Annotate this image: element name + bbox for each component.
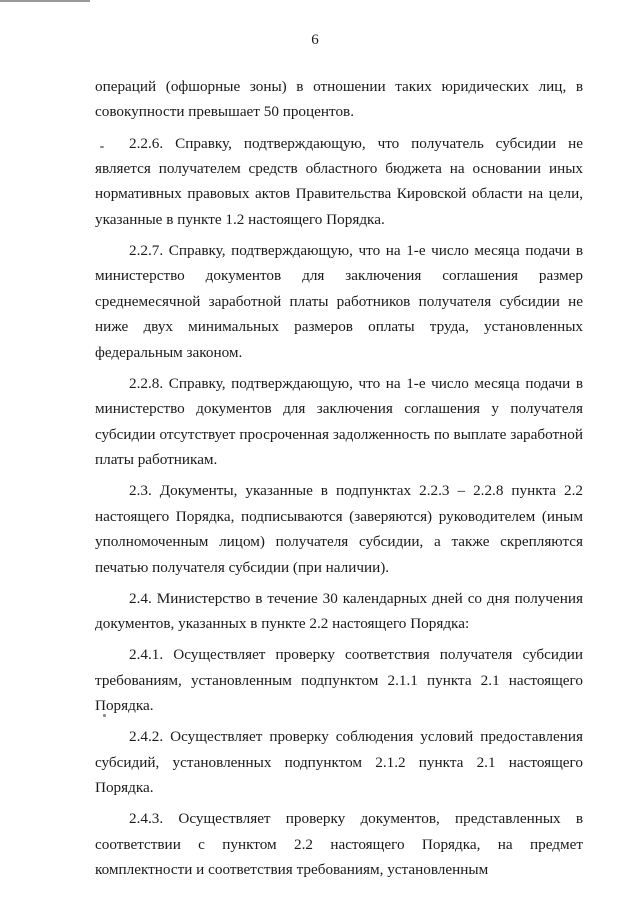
paragraph-2-3: 2.3. Документы, указанные в подпунктах 2.2.3 – 2.2.8 пункта 2.2 настоящего Порядка, подписываются (заверяются) руководителем (иным уполномоченным лицом) получателя субсидии, а также скрепляются печатью получателя субсидии (при наличии). (95, 482, 583, 576)
paragraph-2-4-2: 2.4.2. Осуществляет проверку соблюдения условий предоставления субсидий, установленных подпунктом 2.1.2 пункта 2.1 настоящего Порядка. (95, 728, 583, 797)
document-body (95, 74, 583, 888)
paragraph-2-4-3: 2.4.3. Осуществляет проверку документов, представленных в соответствии с пунктом 2.2 настоящего Порядка, на предмет комплектности и соответствия требованиям, установленным (95, 810, 583, 879)
paragraph-2-4-1: 2.4.1. Осуществляет проверку соответствия получателя субсидии требованиям, установленным подпунктом 2.1.1 пункта 2.1 настоящего Порядка. (95, 646, 583, 715)
paragraph-2-2-6: 2.2.6. Справку, подтверждающую, что получатель субсидии не является получателем средств областного бюджета на основании иных нормативных правовых актов Правительства Кировской области на цели, указанные в пункте 1.2 настоящего Порядка. (95, 134, 583, 228)
paragraph-2-4: 2.4. Министерство в течение 30 календарных дней со дня получения документов, указанных в пункте 2.2 настоящего Порядка: (95, 589, 583, 633)
scan-edge-mark (0, 0, 90, 2)
paragraph-continuation: операций (офшорные зоны) в отношении таких юридических лиц, в совокупности превышает 50 процентов. (95, 78, 583, 121)
paragraph-2-2-8: 2.2.8. Справку, подтверждающую, что на 1-е число месяца подачи в министерство документов для заключения соглашения у получателя субсидии отсутствует просроченная задолженность по выплате заработной платы работникам. (95, 374, 583, 469)
page-number: 6 (311, 32, 319, 48)
paragraph-2-2-7: 2.2.7. Справку, подтверждающую, что на 1-е число месяца подачи в министерство документов для заключения соглашения размер среднемесячной заработной платы работников получателя субсидии не ниже двух минимальных размеров оплаты труда, установленных федеральным законом. (95, 242, 583, 361)
